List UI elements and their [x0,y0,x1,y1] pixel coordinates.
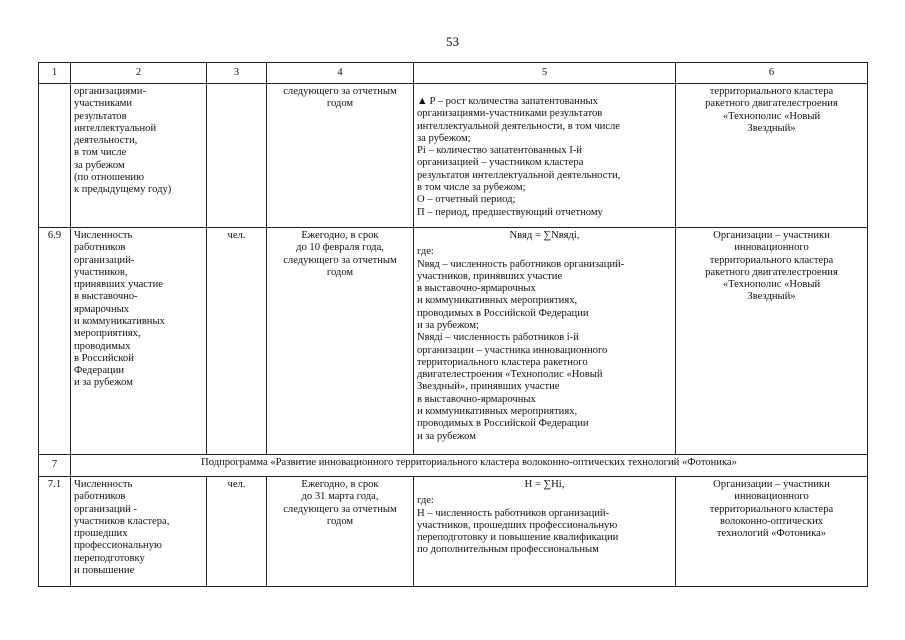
cell-indicator-name: Численность работников организаций - участников кластера, прошедших профессиональную переподготовку и повышение [71,477,207,587]
row-number: 7.1 [39,477,71,587]
header-cell-2: 2 [71,63,207,84]
cell-num-empty [39,84,71,228]
formula: Nвяд = ∑Nвяді, [509,230,580,241]
table-row-7-1 [39,477,868,587]
subprogram-title: Подпрограмма «Развитие инновационного территориального кластера волоконно-оптических технологий «Фотоника» [71,455,868,477]
page-number: 53 [446,34,459,49]
cell-unit: чел. [207,477,267,587]
cell-responsible: Организации – участники инновационного территориального кластера ракетного двигателестроения «Технополис «Новый Звездный» [676,228,868,455]
header-cell-4: 4 [267,63,414,84]
header-cell-3: 3 [207,63,267,84]
table-row-subprogram-7 [39,455,868,477]
cell-method: Nвяд = ∑Nвяді, где: Nвяд – численность работников организаций- участников, принявших участие в выставочно-ярмарочных и коммуникативных мероприятиях, проводимых в Российской Федерации и за рубежом; Nвядi – численность работников i-й организации – участника инновационного территориального кластера ракетного двигателестроения «Технополис «Новый Звездный», принявших участие в выставочно-ярмарочных и коммуникативных мероприятиях, проводимых в Российской Федерации и за рубежом [414,228,676,455]
cell-deadline: Ежегодно, в срок до 31 марта года, следующего за отчетным годом [267,477,414,587]
header-cell-1: 1 [39,63,71,84]
indicator-table [38,62,868,587]
cell-unit-empty [207,84,267,228]
cell-responsible: Организации – участники инновационного территориального кластера волоконно-оптических технологий «Фотоника» [676,477,868,587]
cell-method: ▲ P – рост количества запатентованных организациями-участниками результатов интеллектуальной деятельности, в том числе за рубежом; Pi – количество запатентованных I-й организацией – участником кластера результатов интеллектуальной деятельности, в том числе за рубежом; О – отчетный период; П – период, предшествующий отчетному [414,84,676,228]
cell-deadline: Ежегодно, в срок до 10 февраля года, следующего за отчетным годом [267,228,414,455]
formula: H = ∑Hi, [524,479,565,490]
cell-indicator-name: организациями- участниками результатов интеллектуальной деятельности, в том числе за рубежом (по отношению к предыдущему году) [71,84,207,228]
header-row [39,63,868,84]
header-cell-5: 5 [414,63,676,84]
cell-indicator-name: Численность работников организаций- участников, принявших участие в выставочно- ярмарочных и коммуникативных мероприятиях, проводимых в Российской Федерации и за рубежом [71,228,207,455]
triangle-icon: ▲ [417,96,428,107]
row-number: 7 [39,455,71,477]
cell-method: H = ∑Hi, где: H – численность работников организаций- участников, прошедших профессиональную переподготовку и повышение квалификации по дополнительным профессиональным [414,477,676,587]
cell-deadline: следующего за отчетным годом [267,84,414,228]
table-row-continued [39,84,868,228]
cell-unit: чел. [207,228,267,455]
header-cell-6: 6 [676,63,868,84]
row-number: 6.9 [39,228,71,455]
table-row-6-9 [39,228,868,455]
cell-responsible: территориального кластера ракетного двигателестроения «Технополис «Новый Звездный» [676,84,868,228]
